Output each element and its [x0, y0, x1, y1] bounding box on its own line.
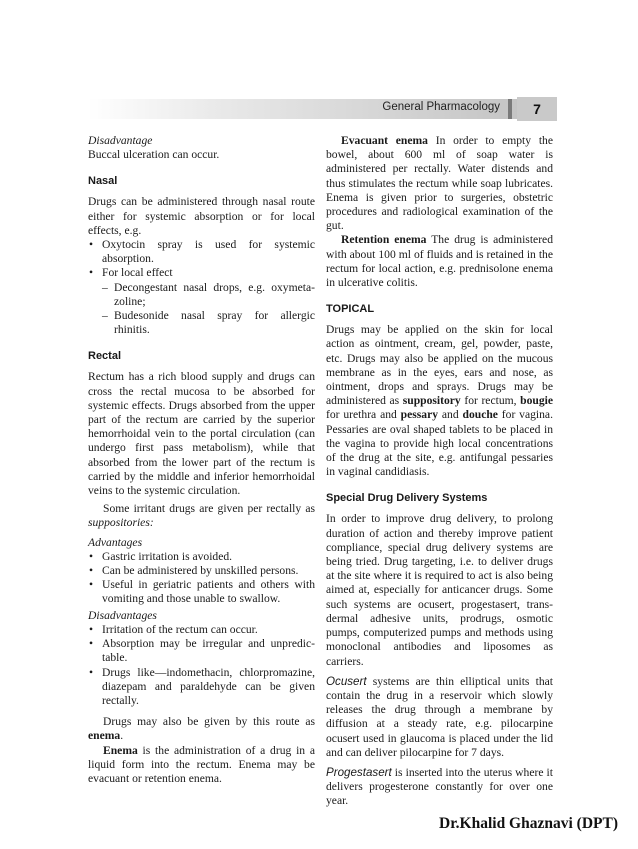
topical-text: for rectum, [460, 394, 521, 408]
disadvantages-heading: Disadvantages [88, 608, 157, 622]
nasal-bullet-list [88, 238, 315, 281]
topical-heading: TOPICAL [326, 303, 375, 316]
advantage-item: • Can be administered by unskilled persons. [88, 564, 315, 578]
progestasert-text: is inserted into the uterus where it delivers progesterone constantly for over one year. [326, 765, 553, 808]
nasal-bullet: • For local effect [88, 266, 315, 280]
advantage-item: • Useful in geriatric patients and others with vomiting and those unable to swallow. [88, 578, 315, 606]
topical-text: and [438, 408, 463, 422]
enema-intro-text: Drugs may also be given by this route as [103, 715, 315, 729]
nasal-heading: Nasal [88, 175, 118, 188]
disadvantage-item: • Absorption may be irregular and unpredic-table. [88, 637, 315, 665]
evacuant-enema-term: Evacuant enema [341, 134, 428, 147]
progestasert-term: Progestasert [326, 765, 392, 779]
retention-enema-paragraph [326, 233, 553, 290]
topical-text: Drugs may be applied on the skin for local action as ointment, cream, gel, powder, paste, etc. Drugs may also be applied on the mucous membrane as in the eyes, ears and nose, as ointment, drops and sprays. Drugs may be administered as [326, 323, 553, 408]
topical-text: for vagina. Pessaries are oval shaped tablets to be placed in the vagina to provide high local concentrations of the drug at the site, e.g. antifungal pessaries in vaginal candidiasis. [326, 408, 553, 479]
nasal-paragraph: Drugs can be administered through nasal route either for systemic absorption or for local effects, e.g. [88, 195, 315, 237]
ocusert-text: systems are thin elliptical units that contain the drug in a reservoir which slowly releases the drug through a membrane by diffusion at a steady rate, e.g. pilocarpine ocusert used in glaucoma is placed under the lid and can deliver pilocarpine for 7 days. [326, 674, 553, 759]
ocusert-term: Ocusert [326, 674, 367, 688]
suppositories-text: Some irritant drugs are given per rectally as [103, 502, 315, 516]
disadvantages-list [88, 623, 315, 708]
suppositories-term: suppositories: [88, 516, 154, 530]
rectal-heading: Rectal [88, 350, 122, 363]
disadvantage-item: • Irritation of the rectum can occur. [88, 623, 315, 637]
right-column [326, 134, 553, 809]
pessary-term: pessary [400, 408, 439, 422]
running-header-title: General Pharmacology [382, 101, 500, 113]
evacuant-enema-text: In order to empty the bowel, about 600 ml of soap water is administered per rectally. Water distends and thus stimulates the rectum while soap lubricates. Enema is given prior to surgeries, obstetric procedures and radiological examination of the gut. [326, 134, 553, 233]
suppositories-paragraph [88, 502, 315, 530]
bougie-term: bougie [520, 394, 553, 408]
disadvantage-text: Buccal ulceration can occur. [88, 148, 220, 162]
special-drug-delivery-heading: Special Drug Delivery Systems [326, 492, 488, 505]
evacuant-enema-paragraph [326, 134, 553, 233]
nasal-dash-list [88, 281, 315, 338]
ocusert-paragraph [326, 675, 553, 760]
retention-enema-term: Retention enema [341, 233, 427, 247]
enema-text: is the administration of a drug in a liquid form into the rectum. Enema may be evacuant or retention enema. [88, 743, 315, 785]
topical-text: for urethra and [326, 408, 401, 422]
nasal-bullet: • Oxytocin spray is used for systemic absorption. [88, 238, 315, 266]
suppository-term: suppository [402, 394, 461, 408]
retention-enema-text: The drug is administered with about 100 ml of fluids and is retained in the rectum for local action, e.g. prednisolone enema in ulcerative colitis. [326, 233, 553, 290]
enema-intro-end: . [120, 729, 124, 743]
disadvantage-heading: Disadvantage [88, 134, 153, 147]
left-column [88, 134, 315, 786]
author-signature: Dr.Khalid Ghaznavi (DPT) [439, 815, 618, 832]
special-drug-delivery-paragraph: In order to improve drug delivery, to prolong duration of action and thereby improve patient compliance, special drug delivery systems are being tried. Drug targeting, i.e. to deliver drugs at the site where it is required to act is also being aimed at, especially for anticancer drugs. Some such systems are ocusert, progestasert, trans-dermal adhesive units, prodrugs, osmotic pumps, computerized pumps and methods using monoclonal antibodies and liposomes as carriers. [326, 512, 553, 668]
douche-term: douche [462, 408, 498, 422]
disadvantage-item: • Drugs like—indomethacin, chlorpromazine, diazepam and paraldehyde can be given rectally. [88, 666, 315, 709]
progestasert-paragraph [326, 766, 553, 809]
header-separator [508, 99, 512, 119]
nasal-dash-item: – Decongestant nasal drops, e.g. oxymeta-zoline; [102, 281, 315, 309]
enema-term: Enema [103, 743, 138, 757]
rectal-paragraph: Rectum has a rich blood supply and drugs can cross the rectal mucosa to be absorbed for systemic effects. Drugs absorbed from the upper part of the rectum are carried by the superior hemorrhoidal vein to the portal circulation (can undergo first pass metabolism), while that absorbed from the lower part of the rectum is carried by the middle and inferior hemorrhoidal veins to the systemic circulation. [88, 370, 315, 498]
enema-intro-term: enema [88, 729, 121, 743]
nasal-dash-item: – Budesonide nasal spray for allergic rhinitis. [102, 309, 315, 337]
enema-paragraph [88, 744, 315, 787]
advantages-list [88, 550, 315, 607]
advantages-heading: Advantages [88, 535, 143, 549]
advantage-item: • Gastric irritation is avoided. [88, 550, 315, 564]
topical-paragraph [326, 323, 553, 479]
page-number: 7 [517, 97, 557, 121]
enema-intro-paragraph [88, 715, 315, 743]
